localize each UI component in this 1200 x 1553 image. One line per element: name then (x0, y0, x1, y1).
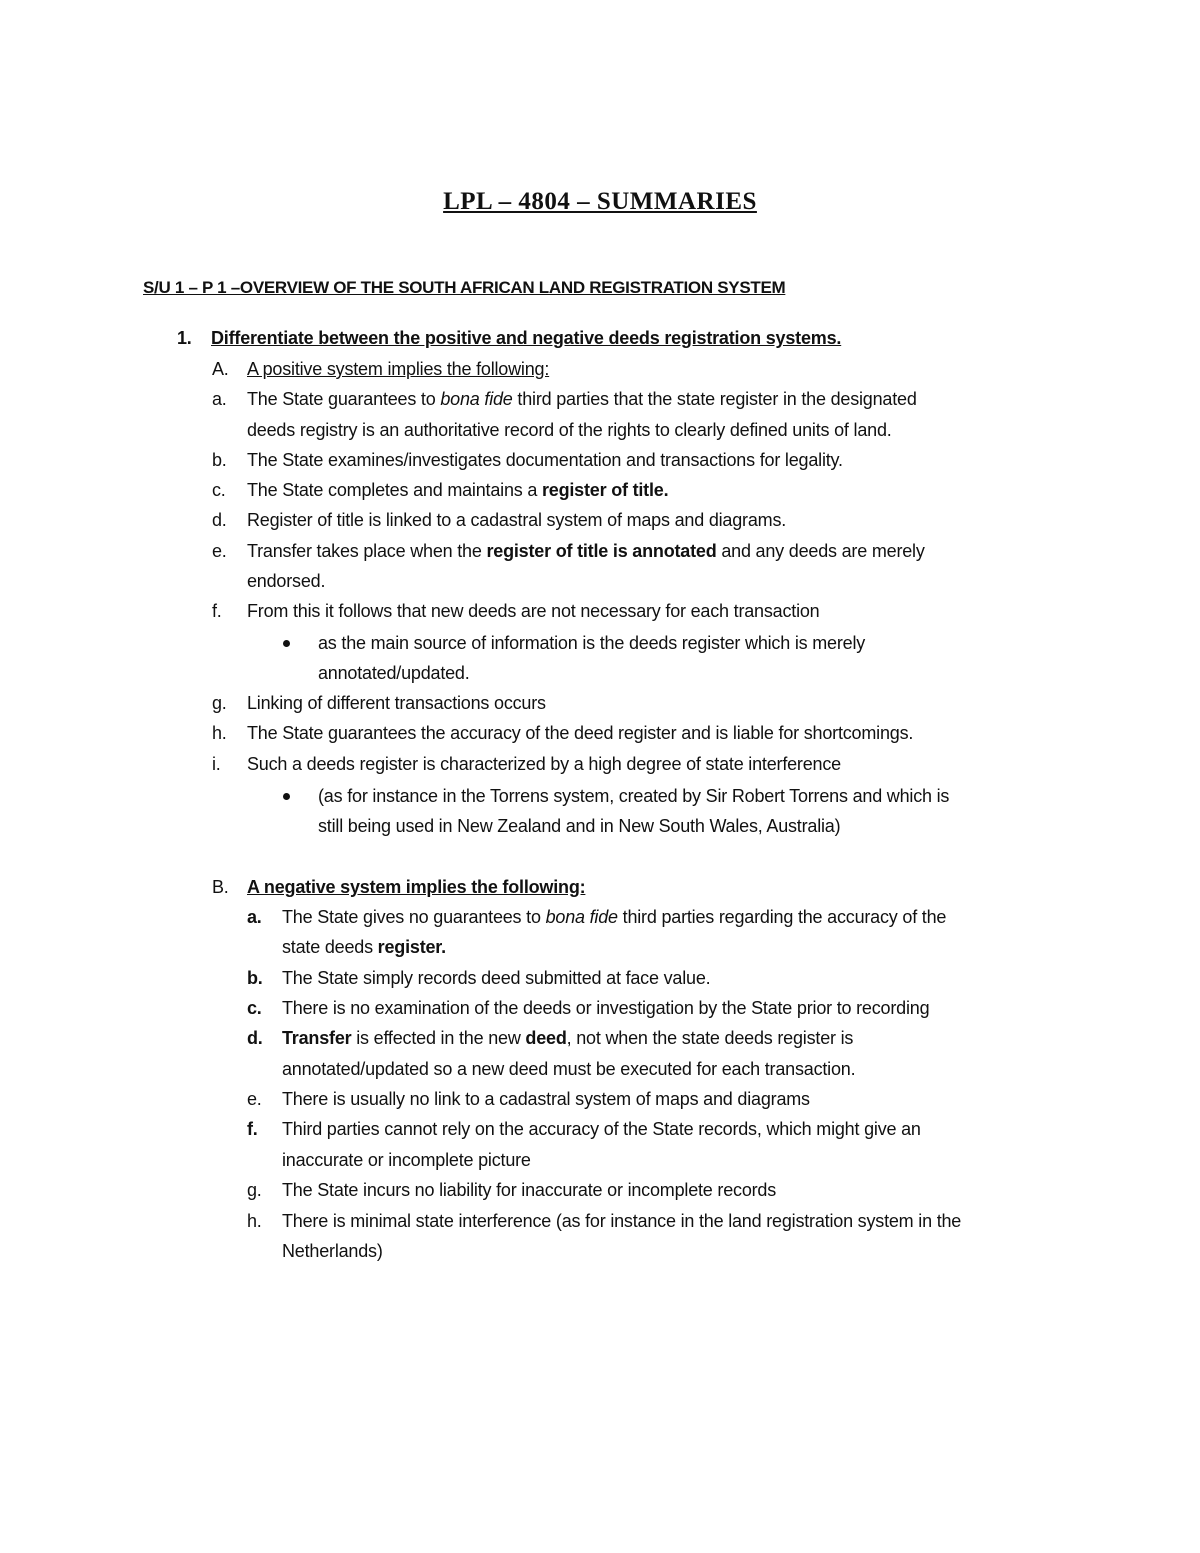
bullet-continuation: annotated/updated. (318, 663, 470, 683)
bullet-icon (283, 793, 290, 800)
list-marker: e. (212, 541, 227, 561)
document-title: LPL – 4804 – SUMMARIES (443, 188, 757, 215)
list-marker: g. (212, 693, 227, 713)
list-marker: a. (247, 907, 262, 927)
list-item-continuation: endorsed. (247, 571, 326, 591)
bullet-icon (283, 640, 290, 647)
list-marker: i. (212, 754, 221, 774)
bullet-continuation: still being used in New Zealand and in New South Wales, Australia) (318, 816, 841, 836)
list-marker: e. (247, 1089, 262, 1109)
list-item-text: Such a deeds register is characterized by a high degree of state interference (247, 754, 841, 774)
list-item-text: The State gives no guarantees to bona fide third parties regarding the accuracy of the (282, 907, 947, 927)
list-marker: f. (247, 1119, 258, 1139)
list-item-text: There is usually no link to a cadastral system of maps and diagrams (282, 1089, 810, 1109)
list-item-text: The State incurs no liability for inaccurate or incomplete records (282, 1180, 777, 1200)
list-marker: d. (247, 1028, 263, 1048)
list-item-text: The State guarantees the accuracy of the deed register and is liable for shortcomings. (247, 723, 914, 743)
list-item-continuation: inaccurate or incomplete picture (282, 1150, 531, 1170)
list-item-text: The State completes and maintains a register of title. (247, 480, 669, 500)
bullet-text: (as for instance in the Torrens system, created by Sir Robert Torrens and which is (318, 786, 950, 806)
bullet-text: as the main source of information is the deeds register which is merely (318, 633, 866, 653)
list-marker: h. (247, 1211, 262, 1231)
list-item-text: There is no examination of the deeds or investigation by the State prior to recording (282, 998, 930, 1018)
section-a-marker: A. (212, 359, 229, 379)
list-marker: b. (247, 968, 263, 988)
list-marker: b. (212, 450, 227, 470)
list-marker: h. (212, 723, 227, 743)
list-item-text: Linking of different transactions occurs (247, 693, 546, 713)
list-item-text: Third parties cannot rely on the accuracy of the State records, which might give an (282, 1119, 921, 1139)
section-b-title: A negative system implies the following: (247, 877, 586, 897)
list-marker: c. (212, 480, 226, 500)
list-marker: g. (247, 1180, 262, 1200)
list-marker: a. (212, 389, 227, 409)
question-text: Differentiate between the positive and negative deeds registration systems. (211, 328, 842, 348)
list-item-text: Transfer is effected in the new deed, not when the state deeds register is (282, 1028, 854, 1048)
list-item-continuation: state deeds register. (282, 937, 446, 957)
section-a-title: A positive system implies the following: (247, 359, 550, 379)
list-item-text: From this it follows that new deeds are not necessary for each transaction (247, 601, 820, 621)
list-item-text: The State simply records deed submitted at face value. (282, 968, 711, 988)
list-item-continuation: annotated/updated so a new deed must be executed for each transaction. (282, 1059, 856, 1079)
list-marker: c. (247, 998, 262, 1018)
list-item-text: The State guarantees to bona fide third parties that the state register in the designated (247, 389, 917, 409)
list-marker: d. (212, 510, 227, 530)
list-item-text: The State examines/investigates documentation and transactions for legality. (247, 450, 843, 470)
question-number: 1. (177, 328, 192, 348)
list-item-text: There is minimal state interference (as for instance in the land registration system in the (282, 1211, 962, 1231)
section-b-marker: B. (212, 877, 229, 897)
list-item-continuation: Netherlands) (282, 1241, 383, 1261)
list-item-text: Register of title is linked to a cadastral system of maps and diagrams. (247, 510, 787, 530)
list-item-text: Transfer takes place when the register of title is annotated and any deeds are merely (247, 541, 925, 561)
section-subheading: S/U 1 – P 1 –OVERVIEW OF THE SOUTH AFRICAN LAND REGISTRATION SYSTEM (143, 278, 786, 297)
list-item-continuation: deeds registry is an authoritative record of the rights to clearly defined units of land. (247, 420, 892, 440)
list-marker: f. (212, 601, 222, 621)
